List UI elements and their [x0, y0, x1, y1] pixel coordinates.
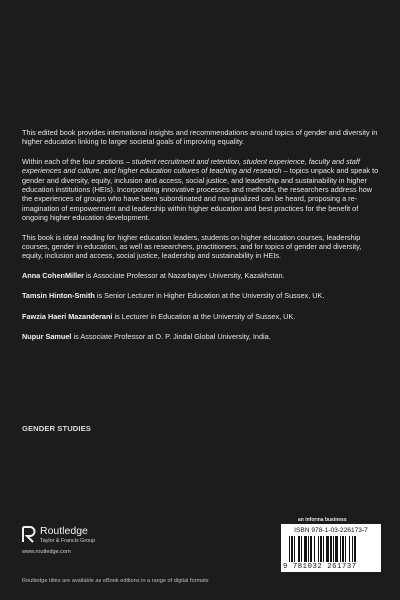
editor-name: Anna CohenMiller	[22, 270, 85, 280]
routledge-logo-icon	[22, 526, 36, 543]
editor-name: Tamsin Hinton-Smith	[22, 291, 95, 301]
editor-name: Fawzia Haeri Mazanderani	[22, 311, 113, 321]
sections-list: student recruitment and retention, student experience, faculty and staff experiences and culture, and higher education cultures of teaching and research	[22, 156, 360, 176]
editor-name: Nupur Samuel	[22, 332, 72, 342]
subject-category: GENDER STUDIES	[22, 424, 91, 433]
barcode	[281, 524, 381, 572]
description-paragraph-1: This edited book provides international insights and recommendations around topics of gender and diversity in higher education linking to larger societal goals of improving equality.	[22, 128, 378, 147]
sections-intro: Within each of the four sections –	[22, 156, 132, 166]
publisher-url: www.routledge.com	[22, 549, 71, 555]
description-paragraph-3: This book is ideal reading for higher education leaders, students on higher education courses, leadership courses, gender in education, as well as researchers, practitioners, and for topics of gender and diversity, equity, inclusion and access, social justice, leadership and sustainability in HEIs.	[22, 232, 362, 261]
sections-detail: – topics unpack and speak to gender and diversity, equity, inclusion and access, social justice, and leadership and sustainability in higher education institutions (HEIs). Incorporating innovative processes and methods, the researchers address how the experiences of groups who have been subordinated and marginalized can be heard, proposing a re-imagination of empowerment and leadership within higher education and best practices for the benefit of ongoing higher education development.	[22, 166, 379, 223]
publisher-name: Routledge	[40, 525, 88, 537]
editor-role: is Associate Professor at Nazarbayev University, Kazakhstan.	[84, 270, 285, 280]
editor-role: is Senior Lecturer in Higher Education at the University of Sussex, UK.	[94, 291, 325, 301]
barcode-digits: 9 781032 261737	[283, 563, 357, 571]
editor-bio	[22, 312, 382, 321]
editor-bio	[22, 291, 382, 300]
barcode-bars	[289, 536, 373, 562]
isbn-text: ISBN 978-1-03-226173-7	[294, 527, 368, 534]
editor-role: is Associate Professor at O. P. Jindal Global University, India.	[71, 332, 271, 342]
publisher-block	[22, 524, 172, 564]
publisher-group: Taylor & Francis Group	[40, 538, 96, 544]
editor-bio	[22, 332, 382, 341]
back-cover-text	[22, 128, 382, 353]
ebook-note: Routledge titles are available as eBook editions in a range of digital formats	[22, 578, 209, 584]
informa-tagline: an informa business	[298, 517, 347, 523]
description-paragraph-2	[22, 157, 382, 223]
editor-role: is Lecturer in Education at the University of Sussex, UK.	[112, 311, 296, 321]
editor-bio	[22, 271, 382, 280]
